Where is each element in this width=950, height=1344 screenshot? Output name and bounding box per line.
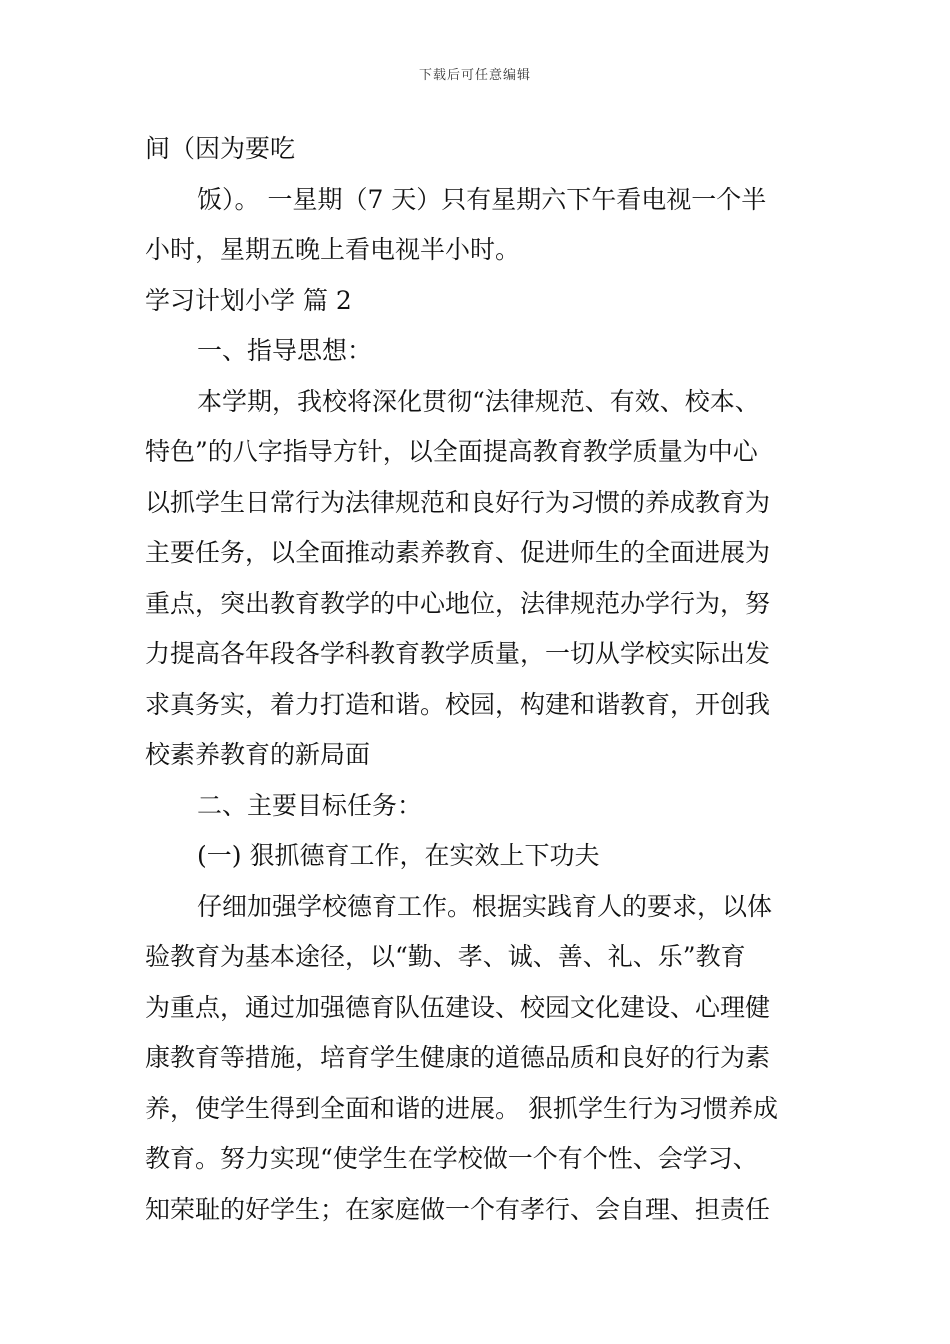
text-line: 以抓学生日常行为法律规范和良好行为习惯的养成教育为	[145, 487, 771, 517]
text-line: 康教育等措施，培育学生健康的道德品质和良好的行为素	[145, 1043, 771, 1072]
text-line: 仔细加强学校德育工作。根据实践育人的要求，以体	[197, 891, 773, 921]
text-line: 教育。努力实现“使学生在学校做一个有个性、会学习、	[145, 1144, 758, 1173]
subheading: 一、指导思想：	[197, 336, 373, 365]
text-line: 特色”的八字指导方针，以全面提高教育教学质量为中心	[145, 437, 758, 466]
subheading: 二、主要目标任务：	[197, 790, 423, 820]
page-header: 下载后可任意编辑	[418, 68, 531, 83]
text-line: 求真务实，着力打造和谐。校园，构建和谐教育，开创我	[145, 689, 771, 719]
text-line: 力提高各年段各学科教育教学质量，一切从学校实际出发	[145, 639, 771, 668]
document-body	[145, 124, 810, 1235]
text-line: 为重点，通过加强德育队伍建设、校园文化建设、心理健	[145, 992, 771, 1022]
text-line: 本学期，我校将深化贯彻“法律规范、有效、校本、	[197, 386, 760, 416]
text-line: 间（因为要吃	[145, 134, 296, 163]
subheading: (一) 狠抓德育工作，在实效上下功夫	[197, 841, 600, 870]
text-line: 验教育为基本途径，以“勤、孝、诚、善、礼、乐”教育	[145, 942, 746, 971]
text-line: 知荣耻的好学生；在家庭做一个有孝行、会自理、担责任	[145, 1194, 771, 1224]
text-line: 养，使学生得到全面和谐的进展。 狠抓学生行为习惯养成	[145, 1093, 778, 1123]
text-line: 小时，星期五晚上看电视半小时。	[145, 235, 521, 264]
text-line: 重点，突出教育教学的中心地位，法律规范办学行为，努	[145, 588, 771, 618]
section-heading: 学习计划小学 篇 2	[145, 285, 352, 315]
text-line: 饭）。 一星期（7 天）只有星期六下午看电视一个半	[197, 184, 767, 214]
text-line: 主要任务，以全面推动素养教育、促进师生的全面进展为	[145, 538, 771, 567]
text-line: 校素养教育的新局面	[145, 740, 371, 769]
